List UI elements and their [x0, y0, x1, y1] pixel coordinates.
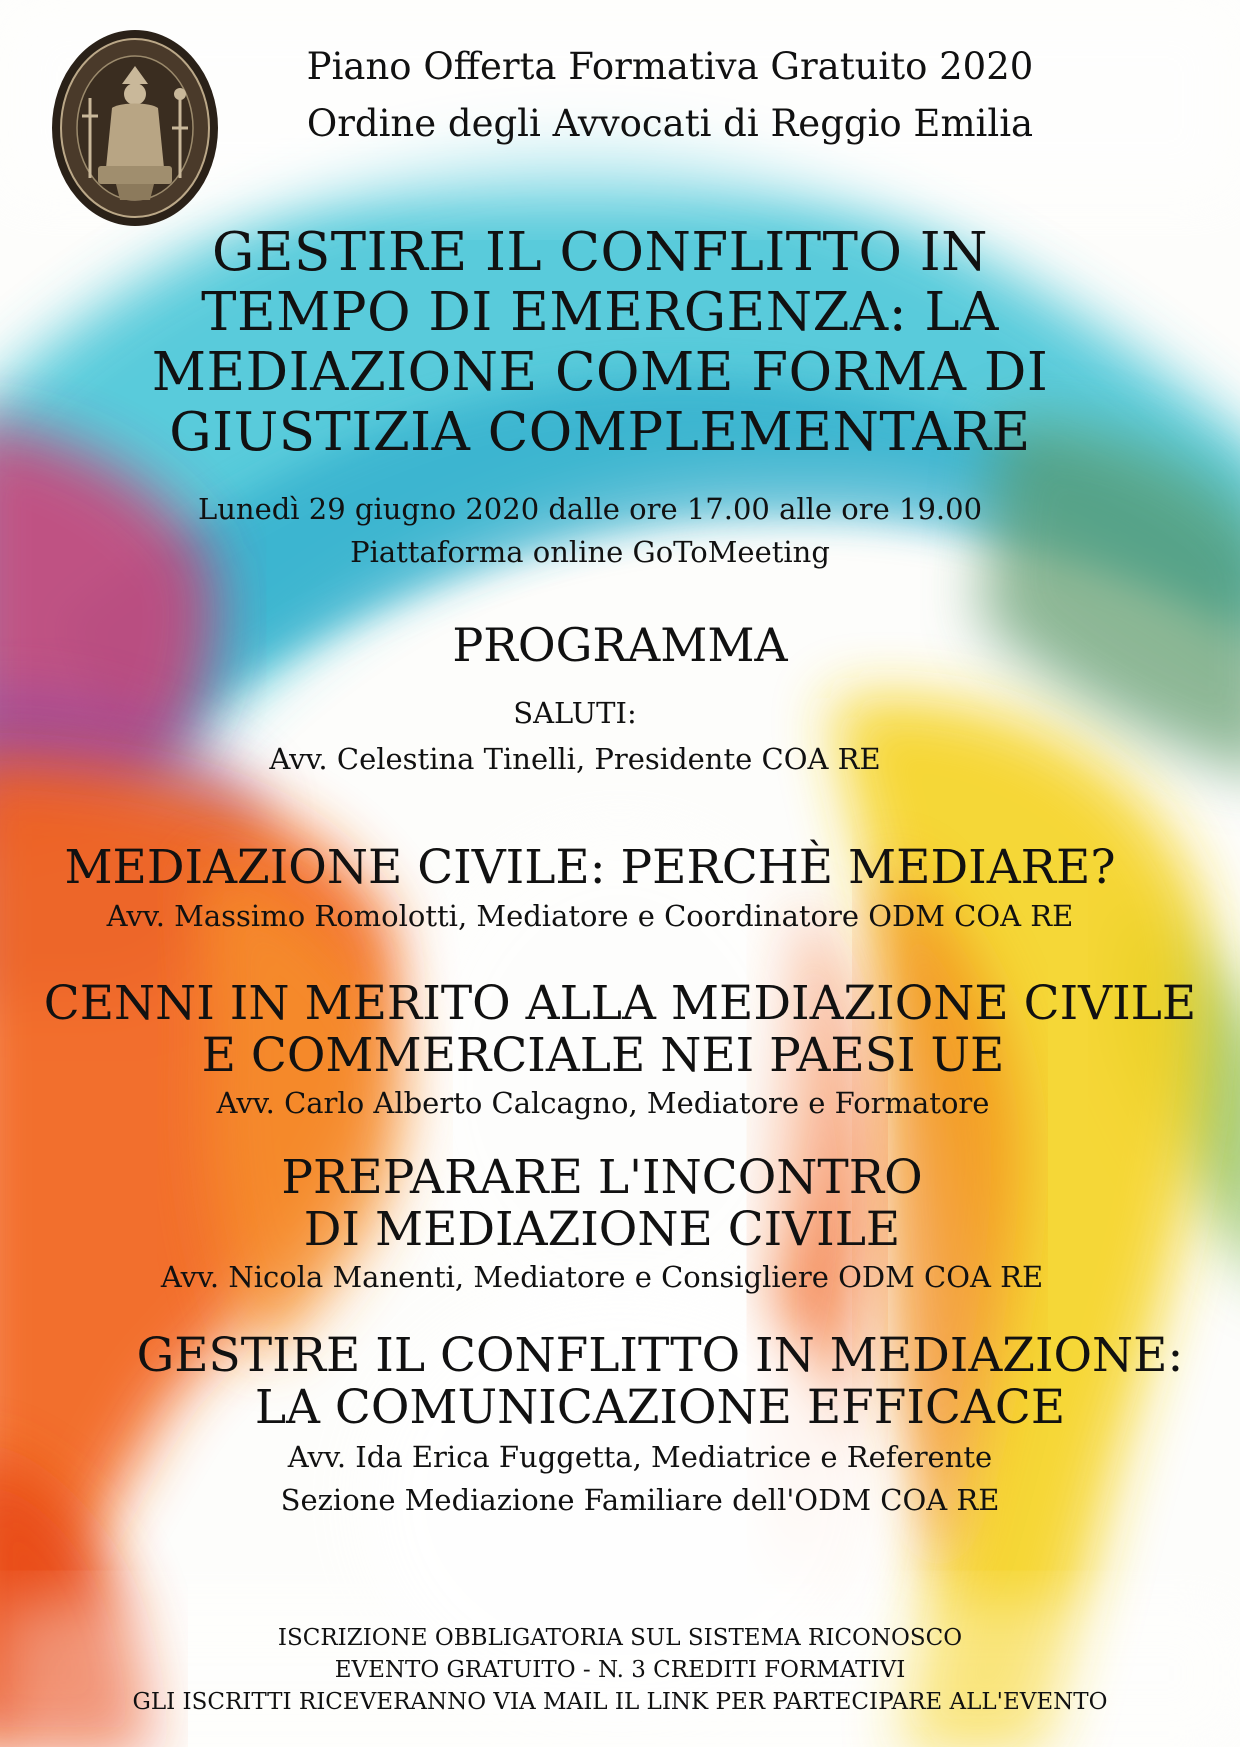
event-title-line: TEMPO DI EMERGENZA: LA	[201, 282, 999, 343]
footer-line: GLI ISCRITTI RICEVERANNO VIA MAIL IL LINK PER PARTECIPARE ALL'EVENTO	[132, 1689, 1108, 1715]
programme-heading: PROGRAMMA	[452, 618, 788, 672]
section-speaker: Avv. Nicola Manenti, Mediatore e Consigliere ODM COA RE	[160, 1260, 1044, 1294]
event-date: Lunedì 29 giugno 2020 dalle ore 17.00 alle ore 19.00	[197, 492, 983, 526]
section-speaker: Sezione Mediazione Familiare dell'ODM COA RE	[280, 1483, 1000, 1517]
section-title: MEDIAZIONE CIVILE: PERCHÈ MEDIARE?	[64, 840, 1116, 895]
section-title: LA COMUNICAZIONE EFFICACE	[254, 1380, 1066, 1435]
section-title: PREPARARE L'INCONTRO	[281, 1150, 923, 1205]
footer-line: ISCRIZIONE OBBLIGATORIA SUL SISTEMA RICONOSCO	[277, 1625, 963, 1651]
footer-line: EVENTO GRATUITO - N. 3 CREDITI FORMATIVI	[334, 1657, 906, 1683]
event-title-line: GESTIRE IL CONFLITTO IN	[211, 222, 989, 283]
header-line-2: Ordine degli Avvocati di Reggio Emilia	[306, 102, 1034, 145]
section-speaker: Avv. Massimo Romolotti, Mediatore e Coordinatore ODM COA RE	[106, 899, 1074, 933]
event-platform: Piattaforma online GoToMeeting	[350, 535, 830, 569]
header-line-1: Piano Offerta Formativa Gratuito 2020	[306, 45, 1034, 88]
greetings-speaker: Avv. Celestina Tinelli, Presidente COA RE	[269, 742, 881, 776]
event-title-line: MEDIAZIONE COME FORMA DI	[151, 342, 1049, 403]
section-title: DI MEDIAZIONE CIVILE	[303, 1202, 901, 1257]
section-title: GESTIRE IL CONFLITTO IN MEDIAZIONE:	[136, 1328, 1184, 1383]
section-title: CENNI IN MERITO ALLA MEDIAZIONE CIVILE	[43, 976, 1197, 1031]
greetings-label: SALUTI:	[513, 696, 637, 730]
section-speaker: Avv. Carlo Alberto Calcagno, Mediatore e Formatore	[216, 1086, 990, 1120]
event-title-line: GIUSTIZIA COMPLEMENTARE	[169, 402, 1031, 463]
section-title: E COMMERCIALE NEI PAESI UE	[201, 1028, 1005, 1083]
section-speaker: Avv. Ida Erica Fuggetta, Mediatrice e Referente	[287, 1440, 993, 1474]
